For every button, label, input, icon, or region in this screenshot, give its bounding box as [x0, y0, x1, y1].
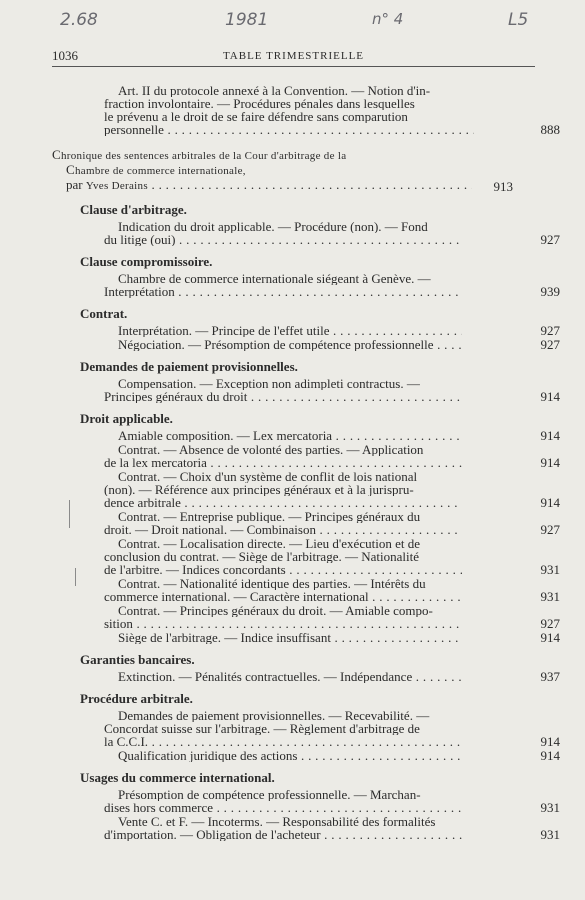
entry-line: dises hors commerce . . . [104, 801, 462, 814]
section-list [0, 203, 585, 841]
entry-line: dence arbitrale . . . [104, 496, 462, 509]
index-entry [0, 323, 560, 338]
entry-page: 888 [540, 122, 560, 137]
margin-mark [69, 500, 70, 528]
index-entry [0, 669, 560, 684]
entry-line: Contrat. — Entreprise publique. — Principes généraux du [118, 510, 421, 523]
index-entry [0, 630, 560, 645]
entry-line: Principes généraux du droit . . . [104, 390, 462, 403]
index-entry [0, 84, 560, 137]
entry-line: Demandes de paiement provisionnelles. — Recevabilité. — [118, 709, 430, 722]
entry-line: Siège de l'arbitrage. — Indice insuffisant . . . [104, 631, 462, 644]
section-heading: Procédure arbitrale. [80, 691, 193, 706]
entry-line: conclusion du contrat. — Siège de l'arbitrage. — Nationalité [104, 550, 419, 563]
entry-line: droit. — Droit national. — Combinaison . . . [104, 523, 462, 536]
section-heading: Garanties bancaires. [80, 652, 195, 667]
entry-line: personnelle . . . [104, 123, 474, 136]
entry-line: Qualification juridique des actions . . . [104, 749, 462, 762]
entry-line: Contrat. — Choix d'un système de conflit de lois national [118, 470, 418, 483]
author-name: Yves Derains [85, 180, 148, 192]
entry-line: Contrat. — Absence de volonté des parties. — Application [118, 443, 424, 456]
entry-line: Compensation. — Exception non adimpleti contractus. — [118, 377, 420, 390]
entry-line: commerce international. — Caractère international . . . [104, 590, 462, 603]
entry-page: 914 [540, 455, 560, 470]
entry-line: Amiable composition. — Lex mercatoria . . . [104, 429, 462, 442]
handwritten-note: 1981 [225, 10, 269, 30]
entry-page: 931 [540, 800, 560, 815]
entry-line: sition . . . [104, 617, 462, 630]
entry-page: 914 [540, 630, 560, 645]
index-entry [0, 220, 560, 247]
index-entry [0, 428, 560, 443]
entry-page: 914 [540, 734, 560, 749]
index-entry [0, 577, 560, 604]
page-number: 1036 [52, 48, 78, 63]
section-heading: Demandes de paiement provisionnelles. [80, 359, 298, 374]
entry-page: 927 [540, 337, 560, 352]
index-entry [0, 337, 560, 352]
chronique-title: Chambre de commerce internationale, [66, 163, 246, 177]
running-title: TABLE TRIMESTRIELLE [222, 50, 365, 62]
entry-page: 939 [540, 284, 560, 299]
index-entry [0, 443, 560, 470]
entry-line: (non). — Référence aux principes généraux et à la jurispru- [104, 483, 414, 496]
chronique-author-line: par Yves Derains . . . [52, 178, 472, 193]
entry-line: Négociation. — Présomption de compétence professionnelle . . . [104, 338, 462, 351]
entry-page: 927 [540, 616, 560, 631]
entry-line: le prévenu a le droit de se faire défendre sans comparution [104, 110, 408, 123]
entry-page: 931 [540, 562, 560, 577]
index-entry [0, 748, 560, 763]
entry-line: fraction involontaire. — Procédures pénales dans lesquelles [104, 97, 415, 110]
entry-page: 927 [540, 232, 560, 247]
entry-page: 931 [540, 827, 560, 842]
index-content [0, 84, 585, 842]
entry-page: 914 [540, 495, 560, 510]
index-entry [0, 604, 560, 631]
index-entry [0, 537, 560, 577]
chronique-entry [0, 148, 513, 194]
header-rule [52, 66, 535, 67]
entry-line: Indication du droit applicable. — Procédure (non). — Fond [118, 220, 428, 233]
index-entry [0, 815, 560, 842]
section-heading: Droit applicable. [80, 411, 173, 426]
index-entry [0, 272, 560, 299]
handwritten-note: 2.68 [60, 10, 98, 30]
section-heading: Clause d'arbitrage. [80, 202, 187, 217]
entry-line: Contrat. — Principes généraux du droit. — Amiable compo- [118, 604, 433, 617]
entry-line: Concordat suisse sur l'arbitrage. — Règlement d'arbitrage de [104, 722, 420, 735]
entry-line: de la lex mercatoria . . . [104, 456, 462, 469]
entry-line: Contrat. — Localisation directe. — Lieu d'exécution et de [118, 537, 420, 550]
entry-page: 937 [540, 669, 560, 684]
entry-page: 914 [540, 748, 560, 763]
running-header [52, 48, 535, 64]
entry-line: Vente C. et F. — Incoterms. — Responsabilité des formalités [118, 815, 436, 828]
index-entry [0, 377, 560, 404]
entry-line: Contrat. — Nationalité identique des parties. — Intérêts du [118, 577, 426, 590]
entry-line: Art. II du protocole annexé à la Convention. — Notion d'in- [118, 84, 431, 97]
entry-line: Interprétation . . . [104, 285, 462, 298]
handwritten-note: n° 4 [372, 10, 404, 28]
entry-line: Interprétation. — Principe de l'effet utile . . . [104, 324, 462, 337]
section-heading: Clause compromissoire. [80, 254, 213, 269]
entry-page: 931 [540, 589, 560, 604]
handwritten-note: L5 [508, 10, 529, 30]
entry-line: Chambre de commerce internationale siégeant à Genève. — [118, 272, 431, 285]
entry-line: la C.C.I. . . . [104, 735, 462, 748]
entry-line: du litige (oui) . . . [104, 233, 462, 246]
entry-line: Extinction. — Pénalités contractuelles. — Indépendance . . . [104, 670, 462, 683]
entry-page: 927 [540, 522, 560, 537]
entry-line: d'importation. — Obligation de l'acheteur . . . [104, 828, 462, 841]
entry-page: 914 [540, 389, 560, 404]
entry-line: de l'arbitre. — Indices concordants . . . [104, 563, 462, 576]
entry-page: 927 [540, 323, 560, 338]
chronique-title: Chronique des sentences arbitrales de la Cour d'arbitrage de la [52, 148, 347, 162]
section-heading: Usages du commerce international. [80, 770, 275, 785]
section-heading: Contrat. [80, 306, 128, 321]
entry-line: Présomption de compétence professionnelle. — Marchan- [118, 788, 421, 801]
entry-page: 913 [493, 179, 513, 194]
entry-page: 914 [540, 428, 560, 443]
index-entry [0, 788, 560, 815]
index-entry [0, 709, 560, 749]
margin-mark [75, 568, 76, 586]
